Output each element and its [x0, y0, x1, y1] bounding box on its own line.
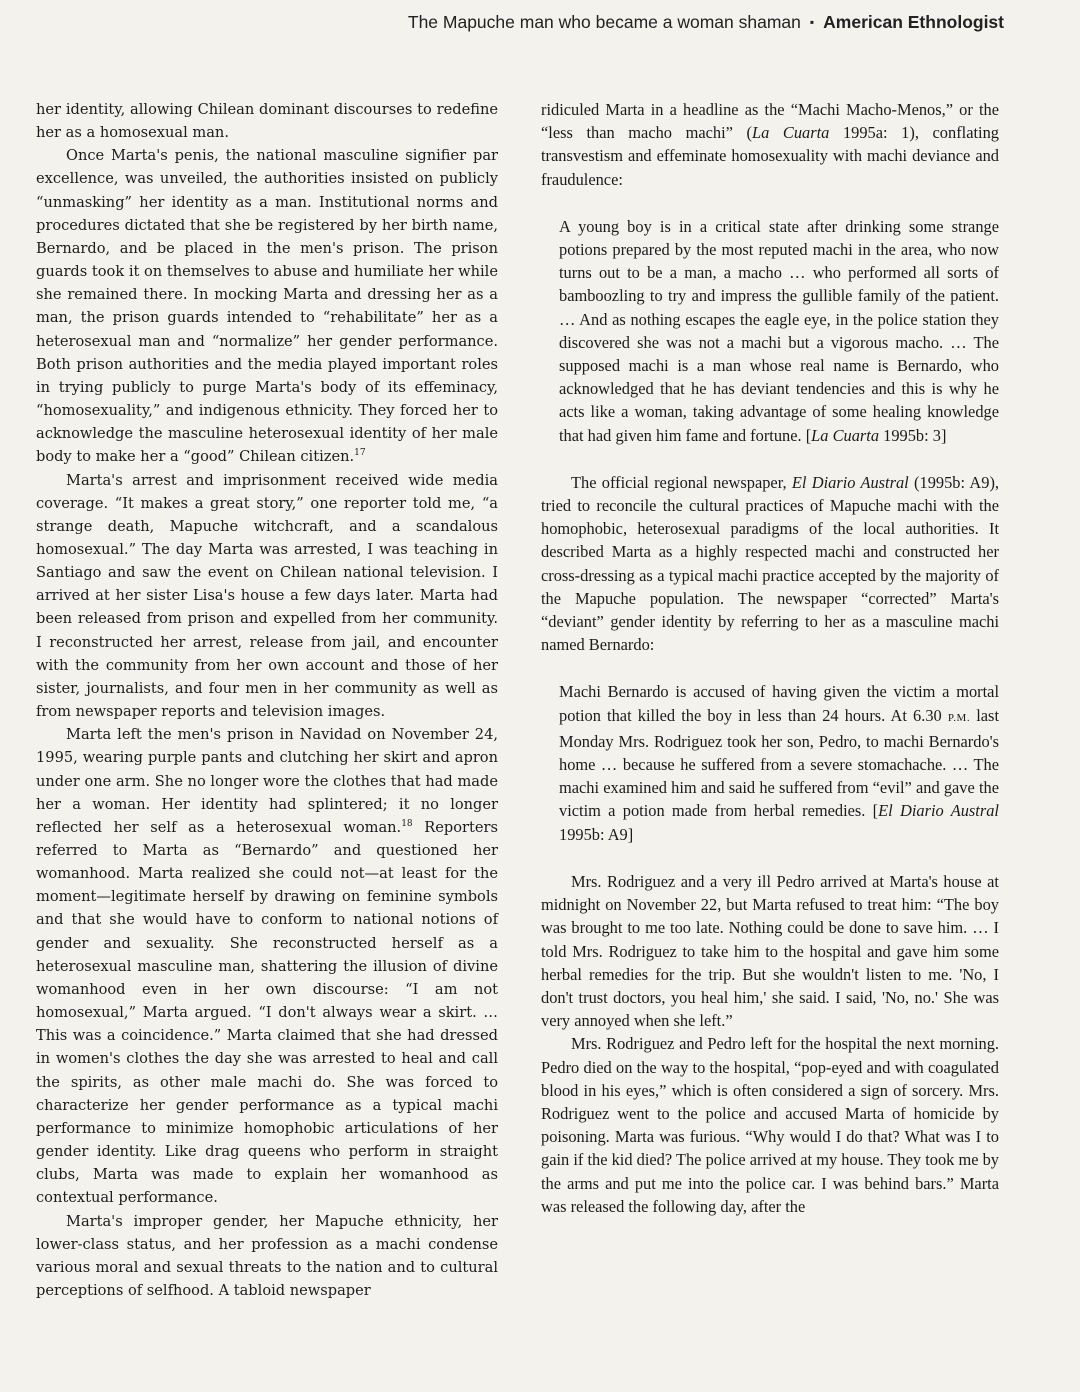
right-paragraph-2-text-a: The official regional newspaper,	[571, 472, 792, 492]
left-paragraph-2	[36, 144, 498, 468]
block-quote-2-text-b: last Monday Mrs. Rodriguez took her son, Pedro, to machi Bernardo's home … because he suffered from a severe stomachache. … The machi examined him and said he suffered from “evil” and gave the victim a potion made from herbal remedies. [	[559, 705, 999, 821]
left-column	[36, 98, 498, 1302]
left-paragraph-3: Marta's arrest and imprisonment received wide media coverage. “It makes a great story,” one reporter told me, “a strange death, Mapuche witchcraft, and a scandalous homosexual.” The day Marta was arrested, I was teaching in Santiago and saw the event on Chilean national television. I arrived at her sister Lisa's house a few days later. Marta had been released from prison and expelled from her community. I reconstructed her arrest, release from jail, and encounter with the community from her own account and those of her sister, journalists, and four men in her community as well as from newspaper reports and television images.	[36, 471, 498, 721]
block-quote-2-text-a: Machi Bernardo is accused of having given the victim a mortal potion that killed the boy in less than 24 hours. At 6.30	[559, 682, 999, 725]
block-quote-1-end: 1995b: 3]	[879, 425, 947, 445]
right-paragraph-2-text-b: (1995b: A9), tried to reconcile the cultural practices of Mapuche machi with the homophobic, heterosexual paradigms of the local authorities. It described Marta as a highly respected machi and constructed her cross-dressing as a typical machi practice accepted by the majority of the Mapuche population. The newspaper “corrected” Marta's “deviant” gender identity by referring to her as a masculine machi named Bernardo:	[541, 472, 999, 655]
footnote-ref-18: 18	[401, 818, 413, 829]
block-quote-1-citation: La Cuarta	[811, 425, 880, 445]
right-paragraph-3: Mrs. Rodriguez and a very ill Pedro arrived at Marta's house at midnight on November 22, but Marta refused to treat him: “The boy was brought to me too late. Nothing could be done to save him. … I told Mrs. Rodriguez to take him to the hospital and gave him some herbal remedies for the trip. But she wouldn't listen to me. 'No, I don't trust doctors, you heal him,' she said. I said, 'No, no.' She was very annoyed when she left.”	[541, 871, 999, 1031]
left-paragraph-1: her identity, allowing Chilean dominant discourses to redefine her as a homosexual man.	[36, 101, 498, 142]
time-pm: P.M.	[947, 711, 971, 724]
left-paragraph-5: Marta's improper gender, her Mapuche ethnicity, her lower-class status, and her profession as a machi condense various moral and sexual threats to the nation and to cultural perceptions of selfhood. A tabloid newspaper	[36, 1212, 498, 1299]
block-quote-1-text: A young boy is in a critical state after drinking some strange potions prepared by the most reputed machi in the area, who now turns out to be a man, a macho … who performed all sorts of bamboozling to try and impress the gullible family of the patient. … And as nothing escapes the eagle eye, in the police station they discovered she was not a machi but a vigorous macho. … The supposed machi is a man whose real name is Bernardo, who acknowledged that he has deviant tendencies and this is why he acts like a woman, taking advantage of some healing knowledge that had given him fame and fortune. [	[559, 216, 999, 445]
left-paragraph-4	[36, 723, 498, 1209]
right-paragraph-2	[541, 471, 999, 657]
block-quote-2-citation: El Diario Austral	[878, 801, 999, 821]
left-paragraph-4-text-b: Reporters referred to Marta as “Bernardo” and questioned her womanhood. Marta realized she could not—at least for the moment—legitimate herself by drawing on feminine symbols and that she would have to conform to national notions of gender and sexuality. She reconstructed herself as a heterosexual masculine man, shattering the illusion of divine womanhood even in her own discourse: “I am not homosexual,” Marta argued. “I don't always wear a skirt. … This was a coincidence.” Marta claimed that she had dressed in women's clothes the day she was arrested to heal and call the spirits, as other male machi do. She was forced to characterize her gender performance as a typical machi performance to minimize homophobic articulations of her gender identity. Like drag queens who perform in straight clubs, Marta was made to explain her womanhood as contextual performance.	[36, 818, 498, 1207]
right-paragraph-1-text-a: ridiculed Marta in a headline as the “Machi Macho-Menos,” or the “less than macho machi” (	[541, 100, 999, 143]
citation-la-cuarta: La Cuarta	[751, 123, 830, 143]
block-quote-2-end: 1995b: A9]	[559, 824, 634, 844]
footnote-ref-17: 17	[354, 448, 366, 459]
block-quote-1	[559, 215, 999, 447]
right-paragraph-4: Mrs. Rodriguez and Pedro left for the hospital the next morning. Pedro died on the way to the hospital, “pop-eyed and with coagulated blood in his eyes,” which is often considered a sign of sorcery. Mrs. Rodriguez went to the police and accused Marta of homicide by poisoning. Marta was furious. “Why would I do that? What was I to gain if the kid died? The police arrived at my house. They took me by the arms and put me into the police car. I was behind bars.” Marta was released the following day, after the	[541, 1034, 999, 1216]
newspaper-name: El Diario Austral	[791, 472, 909, 492]
left-paragraph-2-text: Once Marta's penis, the national masculine signifier par excellence, was unveiled, the authorities insisted on publicly “unmasking” her identity as a man. Institutional norms and procedures dictated that she be registered by her birth name, Bernardo, and be placed in the men's prison. The prison guards took it on themselves to abuse and humiliate her while she remained there. In mocking Marta and dressing her as a man, the prison guards intended to “rehabilitate” her as a heterosexual man and “normalize” her gender performance. Both prison authorities and the media played important roles in trying publicly to purge Marta's body of its effeminacy, “homosexuality,” and indigenous ethnicity. They forced her to acknowledge the masculine heterosexual identity of her male body to make her a “good” Chilean citizen.	[36, 147, 498, 466]
running-header	[0, 12, 1004, 33]
right-paragraph-1-text-b: 1995a: 1), conflating transvestism and effeminate homosexuality with machi deviance and fraudulence:	[541, 123, 999, 189]
journal-name: American Ethnologist	[823, 12, 1004, 32]
square-bullet-icon: ▪	[809, 15, 815, 29]
left-paragraph-4-text-a: Marta left the men's prison in Navidad on November 24, 1995, wearing purple pants and clutching her skirt and apron under one arm. She no longer wore the clothes that had made her a woman. Her identity had splintered; it no longer reflected her self as a heterosexual woman.	[36, 726, 498, 836]
right-column	[541, 98, 999, 1218]
right-paragraph-1	[541, 98, 999, 191]
running-title: The Mapuche man who became a woman shaman	[407, 12, 801, 32]
block-quote-2	[559, 680, 999, 845]
